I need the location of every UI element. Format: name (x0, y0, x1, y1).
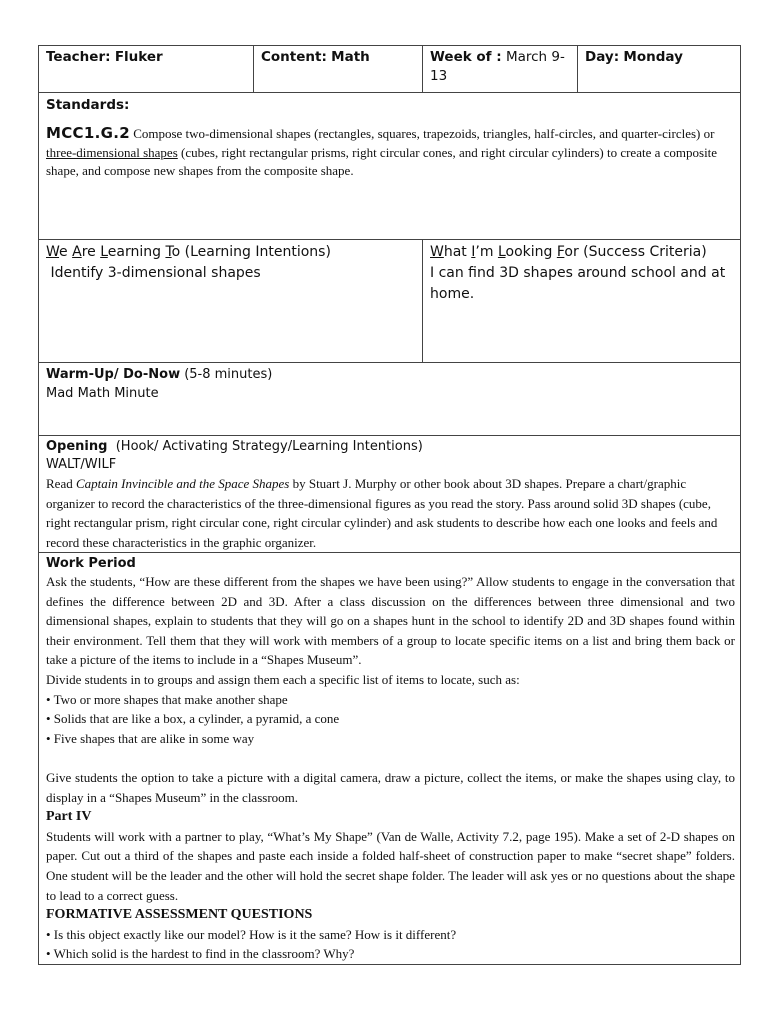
walt-word-to: o (171, 244, 181, 260)
work-paragraph-2: Divide students in to groups and assign them each a specific list of items to locate, such as: (46, 671, 520, 687)
work-paragraph-3: Give students the option to take a picture with a digital camera, draw a picture, collect the items, or make the shapes using clay, to display in a “Shapes Museum” in the classroom. (46, 769, 735, 805)
warmup-heading (46, 365, 735, 384)
wilf-letter-l: L (497, 244, 506, 260)
wilf-letter-w: W (430, 244, 444, 260)
day-value: Monday (623, 49, 683, 65)
walt-letter-a: A (72, 244, 82, 260)
formative-assessment-heading: FORMATIVE ASSESSMENT QUESTIONS (46, 907, 313, 923)
standards-label: Standards: (46, 97, 130, 113)
content-cell (254, 46, 423, 93)
walt-letter-t: T (165, 244, 172, 260)
teacher-cell (39, 46, 254, 93)
list-item: • Solids that are like a box, a cylinder, a pyramid, a cone (46, 711, 340, 727)
week-cell (423, 46, 578, 93)
walt-word-we: e (59, 244, 73, 260)
standard-text-before: Compose two-dimensional shapes (rectangles, squares, trapezoids, triangles, half-circles, and quarter-circles) or (129, 126, 715, 141)
walt-subtitle: (Learning Intentions) (180, 244, 331, 260)
spacer (46, 748, 735, 768)
list-item: • Two or more shapes that make another shape (46, 691, 288, 707)
opening-cell (39, 436, 741, 553)
header-row (39, 46, 741, 93)
warmup-label: Warm-Up/ Do-Now (46, 367, 181, 382)
wilf-letter-i: I (471, 244, 476, 260)
standards-cell (39, 93, 741, 240)
warmup-row (39, 363, 741, 436)
week-value: March 9-13 (430, 49, 565, 84)
standard-code: MCC1.G.2 (46, 124, 130, 142)
wilf-word-for: or (564, 244, 579, 260)
walt-word-are: re (81, 244, 101, 260)
walt-letter-l: L (100, 244, 108, 260)
lesson-plan-page (38, 45, 740, 965)
wilf-cell (423, 240, 741, 363)
opening-heading (46, 438, 735, 456)
part-iv-paragraph: Students will work with a partner to play, “What’s My Shape” (Van de Walle, Activity 7.2, page 195). Make a set of 2-D shapes on paper. Cut out a third of the shapes and paste each inside a folded half-sheet of construction paper to make “secret shape” folders. One student will be the leader and the other will hold the secret shape folder. The leader will ask yes or no questions about the shape to lead to a correct guess. (46, 828, 735, 903)
wilf-heading (430, 242, 735, 263)
opening-subtitle: (Hook/ Activating Strategy/Learning Intentions) (107, 439, 423, 454)
standard-text-underlined: three-dimensional shapes (46, 144, 178, 160)
part-iv-heading: Part IV (46, 809, 92, 825)
lesson-plan-table (38, 45, 741, 965)
list-item: • Is this object exactly like our model? How is it the same? How is it different? (46, 926, 457, 942)
wilf-subtitle: (Success Criteria) (578, 244, 707, 260)
content-label: Content: (261, 49, 327, 65)
wilf-word-looking: ooking (505, 244, 557, 260)
opening-row (39, 436, 741, 553)
opening-paragraph (46, 474, 735, 552)
walt-value: Identify 3-dimensional shapes (46, 265, 261, 281)
opening-walt-wilf: WALT/WILF (46, 457, 117, 472)
wilf-letter-f: F (556, 244, 565, 260)
teacher-label: Teacher: (46, 49, 111, 65)
warmup-duration: (5-8 minutes) (180, 367, 273, 382)
wilf-word-im: ’m (475, 244, 498, 260)
learning-row (39, 240, 741, 363)
warmup-activity: Mad Math Minute (46, 386, 159, 401)
warmup-cell (39, 363, 741, 436)
walt-cell (39, 240, 423, 363)
week-label: Week of : (430, 49, 502, 65)
work-period-label: Work Period (46, 556, 136, 571)
list-item: • Which solid is the hardest to find in the classroom? Why? (46, 946, 355, 962)
wilf-word-what: hat (443, 244, 472, 260)
walt-word-learning: earning (107, 244, 166, 260)
walt-letter-w: W (46, 244, 60, 260)
teacher-name: Fluker (114, 49, 163, 65)
standards-text (46, 124, 735, 181)
wilf-value: I can find 3D shapes around school and at home. (430, 265, 726, 302)
day-cell (578, 46, 741, 93)
content-value: Math (331, 49, 370, 65)
opening-label: Opening (46, 439, 108, 454)
standards-row (39, 93, 741, 240)
standard-text-after: (cubes, right rectangular prisms, right circular cones, and right circular cylinders) to create a composite shape, and compose new shapes from the composite shape. (46, 144, 718, 178)
list-item: • Five shapes that are alike in some way (46, 730, 255, 746)
book-title: Captain Invincible and the Space Shapes (75, 476, 290, 491)
day-label: Day: (585, 49, 620, 65)
walt-heading (46, 242, 417, 263)
work-paragraph-1: Ask the students, “How are these different from the shapes we have been using?” Allow students to engage in the conversation that defines the difference between 2D and 3D. After a class discussion on the differences between three dimensional and two dimensional shapes, explain to students that they will go on a shapes hunt in the school to identify 2D and 3D shapes found within their environment. Tell them that they will work with members of a group to locate specific items on a list and bring them back or take a picture of the items to include in a “Shapes Museum”. (46, 574, 735, 668)
opening-read: Read (46, 476, 76, 491)
opening-text: by Stuart J. Murphy or other book about 3D shapes. Prepare a chart/graphic organizer to record the characteristics of the three-dimensional figures as you read the story. Pass around solid 3D shapes (cube, right rectangular prism, right circular cone, right circular cylinder) and ask students to describe how each one looks and feels and record these characteristics in the graphic organizer. (46, 476, 718, 550)
work-period-cell (39, 553, 741, 965)
work-period-row (39, 553, 741, 965)
